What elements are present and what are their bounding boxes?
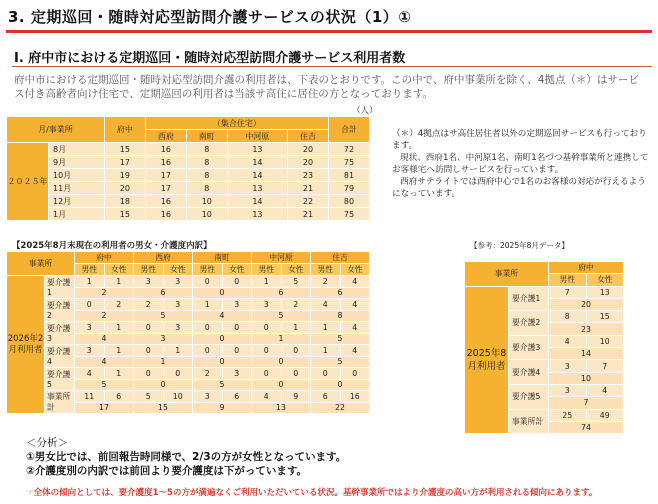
value-cell: 15 [586, 311, 624, 323]
value-cell: 3 [75, 322, 105, 334]
subtotal-cell: 0 [311, 379, 370, 391]
value-cell: 13 [227, 143, 287, 156]
value-cell: 1 [104, 345, 134, 357]
value-cell: 1 [252, 276, 282, 288]
subtotal-cell: 4 [193, 310, 252, 322]
subtotal-cell: 5 [193, 379, 252, 391]
value-cell: 8 [186, 156, 227, 169]
value-cell: 1 [104, 276, 134, 288]
care-level-label: 要介護4 [45, 345, 75, 368]
footnote-line: 西府サテライトでは西府中心で1名のお客様の対応が行えるようになっています。 [392, 177, 646, 199]
value-cell: 3 [134, 276, 164, 288]
value-cell: 0 [222, 322, 252, 334]
total-cell: 6 [222, 391, 252, 403]
table-row [7, 276, 370, 288]
value-cell: 7 [549, 286, 587, 298]
title-divider [6, 30, 652, 33]
header-male: 男性 [252, 264, 282, 276]
value-cell: 20 [288, 156, 329, 169]
value-cell: 1 [311, 322, 341, 334]
value-cell: 0 [134, 345, 164, 357]
subtotal-cell: 1 [134, 356, 193, 368]
value-cell: 0 [193, 276, 223, 288]
value-cell: 2 [134, 299, 164, 311]
value-cell: 0 [75, 299, 105, 311]
subtotal-cell: 6 [134, 287, 193, 299]
footnote-line: 現状、西府1名、中河原1名、南町1名づつ基幹事業所と連携してお客様宅へ訪問しサービスを行っています。 [392, 153, 649, 175]
footnote-line: （＊）4拠点はサ高住居住者以外の定期巡回サービスも行っております。 [392, 129, 647, 151]
table-row [7, 391, 370, 403]
value-cell: 8 [186, 169, 227, 182]
total-cell: 75 [329, 208, 370, 221]
subtotal-cell: 14 [549, 348, 624, 360]
value-cell: 10 [186, 195, 227, 208]
subtotal-cell: 0 [252, 356, 311, 368]
value-cell: 19 [104, 169, 145, 182]
value-cell: 10 [186, 208, 227, 221]
subtotal-cell: 4 [75, 356, 134, 368]
side-label: 2025年8月利用者 [465, 286, 509, 434]
value-cell: 7 [586, 360, 624, 372]
total-cell: 25 [549, 409, 587, 421]
value-cell: 4 [340, 345, 370, 357]
total-cell: 16 [340, 391, 370, 403]
total-cell: 6 [104, 391, 134, 403]
value-cell: 0 [134, 368, 164, 380]
reference-body [465, 286, 624, 434]
header-male: 男性 [134, 264, 164, 276]
subtotal-cell: 2 [75, 310, 134, 322]
header-male: 男性 [549, 274, 587, 286]
header-office-name: 住吉 [311, 252, 370, 264]
header-office-name: 府中 [75, 252, 134, 264]
total-sum-cell: 15 [134, 402, 193, 414]
value-cell: 17 [145, 182, 186, 195]
value-cell: 4 [340, 276, 370, 288]
subtotal-cell: 6 [311, 287, 370, 299]
header-male: 男性 [75, 264, 105, 276]
value-cell: 14 [227, 169, 287, 182]
total-cell: 79 [329, 182, 370, 195]
total-cell: 10 [163, 391, 193, 403]
total-cell: 81 [329, 169, 370, 182]
value-cell: 1 [311, 345, 341, 357]
intro-paragraph: 府中市における定期巡回・随時対応型訪問介護の利用者は、下表のとおりです。この中で、府中事業所を除く、4拠点（＊）はサービス付き高齢者向け住宅で、定期巡回の利用者は当該サ高住に居住の方となっております。 [14, 74, 639, 100]
analysis-heading: ＜分析＞ [26, 437, 68, 449]
header-site: 住吉 [288, 130, 329, 143]
table-row [7, 156, 370, 169]
breakdown-body [7, 276, 370, 414]
value-cell: 14 [227, 195, 287, 208]
subtotal-cell: 20 [549, 298, 624, 310]
subtotal-cell: 1 [252, 333, 311, 345]
value-cell: 16 [145, 195, 186, 208]
value-cell: 3 [222, 368, 252, 380]
value-cell: 4 [586, 384, 624, 396]
subtotal-cell: 4 [75, 333, 134, 345]
value-cell: 0 [134, 322, 164, 334]
table-row [7, 143, 370, 156]
value-cell: 0 [252, 368, 282, 380]
value-cell: 0 [222, 345, 252, 357]
header-female: 女性 [222, 264, 252, 276]
care-level-label: 要介護1 [509, 286, 549, 311]
subtotal-cell: 5 [75, 379, 134, 391]
value-cell: 1 [163, 345, 193, 357]
value-cell: 13 [586, 286, 624, 298]
header-office-name: 中河原 [252, 252, 311, 264]
value-cell: 0 [193, 345, 223, 357]
value-cell: 0 [252, 345, 282, 357]
side-label: 2026年2月利用者 [7, 276, 45, 414]
header-fuchu: 府中 [104, 117, 145, 143]
care-level-label: 要介護3 [509, 335, 549, 360]
header-female: 女性 [586, 274, 624, 286]
total-cell: 72 [329, 143, 370, 156]
total-cell: 9 [281, 391, 311, 403]
subtotal-cell: 0 [134, 379, 193, 391]
header-total: 合計 [329, 117, 370, 143]
total-cell: 11 [75, 391, 105, 403]
subtotal-cell: 5 [311, 333, 370, 345]
subtotal-cell: 8 [311, 310, 370, 322]
subtotal-cell: 3 [134, 333, 193, 345]
care-level-label: 要介護5 [45, 368, 75, 391]
header-female: 女性 [104, 264, 134, 276]
value-cell: 8 [186, 182, 227, 195]
value-cell: 0 [340, 368, 370, 380]
month-cell: 8月 [49, 143, 105, 156]
subtotal-cell: 23 [549, 323, 624, 335]
value-cell: 0 [252, 322, 282, 334]
ref-caption: 【参考：2025年8月データ】 [470, 241, 569, 250]
care-level-label: 要介護2 [509, 311, 549, 336]
subtotal-cell: 0 [252, 379, 311, 391]
value-cell: 17 [104, 156, 145, 169]
total-sum-cell: 74 [549, 421, 624, 433]
total-cell: 6 [311, 391, 341, 403]
value-cell: 20 [104, 182, 145, 195]
section-divider [12, 66, 652, 67]
value-cell: 21 [288, 182, 329, 195]
value-cell: 4 [311, 299, 341, 311]
footer-note: ☞全体の傾向としては、要介護度1〜5の方が満遍なくご利用いただいている状況。基幹事業所ではより介護度の高い方が利用される傾向にあります。 [26, 488, 598, 498]
subtotal-cell: 6 [252, 287, 311, 299]
value-cell: 16 [145, 143, 186, 156]
header-male: 男性 [193, 264, 223, 276]
reference-table [464, 261, 624, 434]
subtotal-cell: 5 [311, 356, 370, 368]
unit-label: （人） [352, 106, 378, 116]
table-row [7, 208, 370, 221]
value-cell: 3 [549, 384, 587, 396]
value-cell: 8 [186, 143, 227, 156]
care-level-label: 要介護4 [509, 360, 549, 385]
value-cell: 23 [288, 169, 329, 182]
value-cell: 14 [227, 156, 287, 169]
subtotal-cell: 0 [193, 333, 252, 345]
value-cell: 16 [145, 208, 186, 221]
table-row [7, 182, 370, 195]
total-cell: 5 [134, 391, 164, 403]
value-cell: 20 [288, 143, 329, 156]
header-month: 月/事業所 [7, 117, 105, 143]
header-female: 女性 [163, 264, 193, 276]
value-cell: 16 [145, 156, 186, 169]
month-cell: 11月 [49, 182, 105, 195]
header-site: 南町 [186, 130, 227, 143]
table-row [7, 299, 370, 311]
value-cell: 13 [227, 208, 287, 221]
header-office-name: 南町 [193, 252, 252, 264]
slide-title: 3. 定期巡回・随時対応型訪問介護サービスの状況（1）① [8, 8, 412, 26]
table-row [465, 286, 624, 298]
subtotal-cell: 5 [252, 310, 311, 322]
care-level-label: 要介護3 [45, 322, 75, 345]
breakdown-table [6, 251, 370, 414]
value-cell: 1 [104, 322, 134, 334]
value-cell: 4 [340, 322, 370, 334]
subtotal-cell: 0 [193, 356, 252, 368]
care-level-label: 要介護2 [45, 299, 75, 322]
subtotal-cell: 0 [193, 287, 252, 299]
table-row [7, 322, 370, 334]
header-male: 男性 [311, 264, 341, 276]
subtotal-cell: 2 [75, 287, 134, 299]
value-cell: 22 [288, 195, 329, 208]
header-female: 女性 [340, 264, 370, 276]
month-cell: 9月 [49, 156, 105, 169]
table-row [7, 345, 370, 357]
table-row [7, 169, 370, 182]
header-group: （集合住宅） [145, 117, 328, 130]
value-cell: 17 [145, 169, 186, 182]
header-site: 西府 [145, 130, 186, 143]
month-cell: 12月 [49, 195, 105, 208]
value-cell: 2 [193, 368, 223, 380]
footnote-block [392, 128, 650, 200]
analysis-point: ②介護度別の内訳では前回より要介護度は下がっています。 [26, 465, 308, 477]
monthly-users-table [6, 116, 370, 221]
value-cell: 3 [75, 345, 105, 357]
value-cell: 3 [163, 276, 193, 288]
value-cell: 10 [586, 335, 624, 347]
month-cell: 1月 [49, 208, 105, 221]
total-cell: 3 [193, 391, 223, 403]
value-cell: 0 [281, 368, 311, 380]
value-cell: 1 [75, 276, 105, 288]
value-cell: 1 [193, 299, 223, 311]
total-cell: 4 [252, 391, 282, 403]
table-row [7, 368, 370, 380]
value-cell: 3 [222, 299, 252, 311]
value-cell: 3 [163, 299, 193, 311]
value-cell: 2 [104, 299, 134, 311]
year-label: ２０２５年 [7, 143, 49, 221]
value-cell: 15 [104, 143, 145, 156]
value-cell: 4 [75, 368, 105, 380]
total-cell: 80 [329, 195, 370, 208]
value-cell: 3 [252, 299, 282, 311]
section-heading: Ⅰ. 府中市における定期巡回・随時対応型訪問介護サービス利用者数 [14, 51, 406, 66]
value-cell: 5 [281, 276, 311, 288]
month-cell: 10月 [49, 169, 105, 182]
analysis-point: ①男女比では、前回報告時同様で、2/3の方が女性となっています。 [26, 451, 347, 463]
total-sum-cell: 22 [311, 402, 370, 414]
value-cell: 1 [281, 322, 311, 334]
header-office: 事業所 [7, 252, 75, 276]
total-label: 事業所計 [45, 391, 75, 414]
value-cell: 2 [311, 276, 341, 288]
value-cell: 18 [104, 195, 145, 208]
value-cell: 3 [549, 360, 587, 372]
header-site: 中河原 [227, 130, 287, 143]
value-cell: 0 [163, 368, 193, 380]
table-row [7, 195, 370, 208]
value-cell: 3 [163, 322, 193, 334]
header-office-name: 府中 [549, 262, 624, 274]
care-level-label: 要介護5 [509, 384, 549, 409]
header-office-name: 西府 [134, 252, 193, 264]
value-cell: 4 [340, 299, 370, 311]
value-cell: 13 [227, 182, 287, 195]
value-cell: 4 [549, 335, 587, 347]
value-cell: 0 [193, 322, 223, 334]
subtotal-cell: 7 [549, 397, 624, 409]
value-cell: 21 [288, 208, 329, 221]
total-sum-cell: 13 [252, 402, 311, 414]
value-cell: 15 [104, 208, 145, 221]
header-office: 事業所 [465, 262, 549, 287]
total-cell: 49 [586, 409, 624, 421]
value-cell: 0 [222, 276, 252, 288]
header-female: 女性 [281, 264, 311, 276]
value-cell: 1 [104, 368, 134, 380]
analysis-block [26, 436, 346, 478]
value-cell: 0 [281, 345, 311, 357]
total-label: 事業所計 [509, 409, 549, 434]
value-cell: 0 [311, 368, 341, 380]
total-cell: 75 [329, 156, 370, 169]
subtotal-cell: 5 [134, 310, 193, 322]
value-cell: 2 [281, 299, 311, 311]
total-sum-cell: 9 [193, 402, 252, 414]
care-level-label: 要介護1 [45, 276, 75, 299]
total-sum-cell: 17 [75, 402, 134, 414]
subtotal-cell: 10 [549, 372, 624, 384]
value-cell: 8 [549, 311, 587, 323]
breakdown-caption: 【2025年8月末現在の利用者の男女・介護度内訳】 [12, 241, 212, 251]
